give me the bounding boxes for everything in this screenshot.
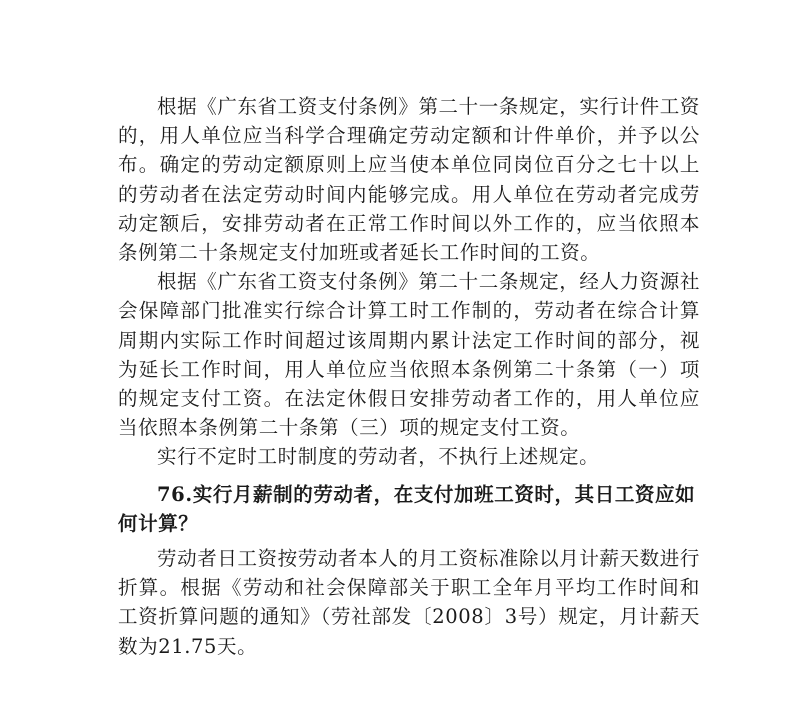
paragraph-comprehensive-hours: 根据《广东省工资支付条例》第二十二条规定，经人力资源社会保障部门批准实行综合计算工时工作制的，劳动者在综合计算周期内实际工作时间超过该周期内累计法定工作时间的部分，视为延长工作时间，用人单位应当依照本条例第二十条第（一）项的规定支付工资。在法定休假日安排劳动者工作的，用人单位应当依照本条例第二十条第（三）项的规定支付工资。 [118, 270, 700, 440]
section-heading: 76.实行月薪制的劳动者，在支付加班工资时，其日工资应如何计算？ [118, 482, 696, 535]
document-body [118, 92, 700, 661]
paragraph-flexible-hours: 实行不定时工时制度的劳动者，不执行上述规定。 [157, 445, 600, 469]
paragraph-piecework-wages: 根据《广东省工资支付条例》第二十一条规定，实行计件工资的，用人单位应当科学合理确定劳动定额和计件单价，并予以公布。确定的劳动定额原则上应当使本单位同岗位百分之七十以上的劳动者在法定劳动时间内能够完成。用人单位在劳动者完成劳动定额后，安排劳动者在正常工作时间以外工作的，应当依照本条例第二十条规定支付加班或者延长工作时间的工资。 [118, 95, 700, 265]
paragraph-daily-wage-answer: 劳动者日工资按劳动者本人的月工资标准除以月计薪天数进行折算。根据《劳动和社会保障部关于职工全年月平均工作时间和工资折算问题的通知》（劳社部发〔2008〕3号）规定，月计薪天数为21.75天。 [118, 547, 700, 658]
